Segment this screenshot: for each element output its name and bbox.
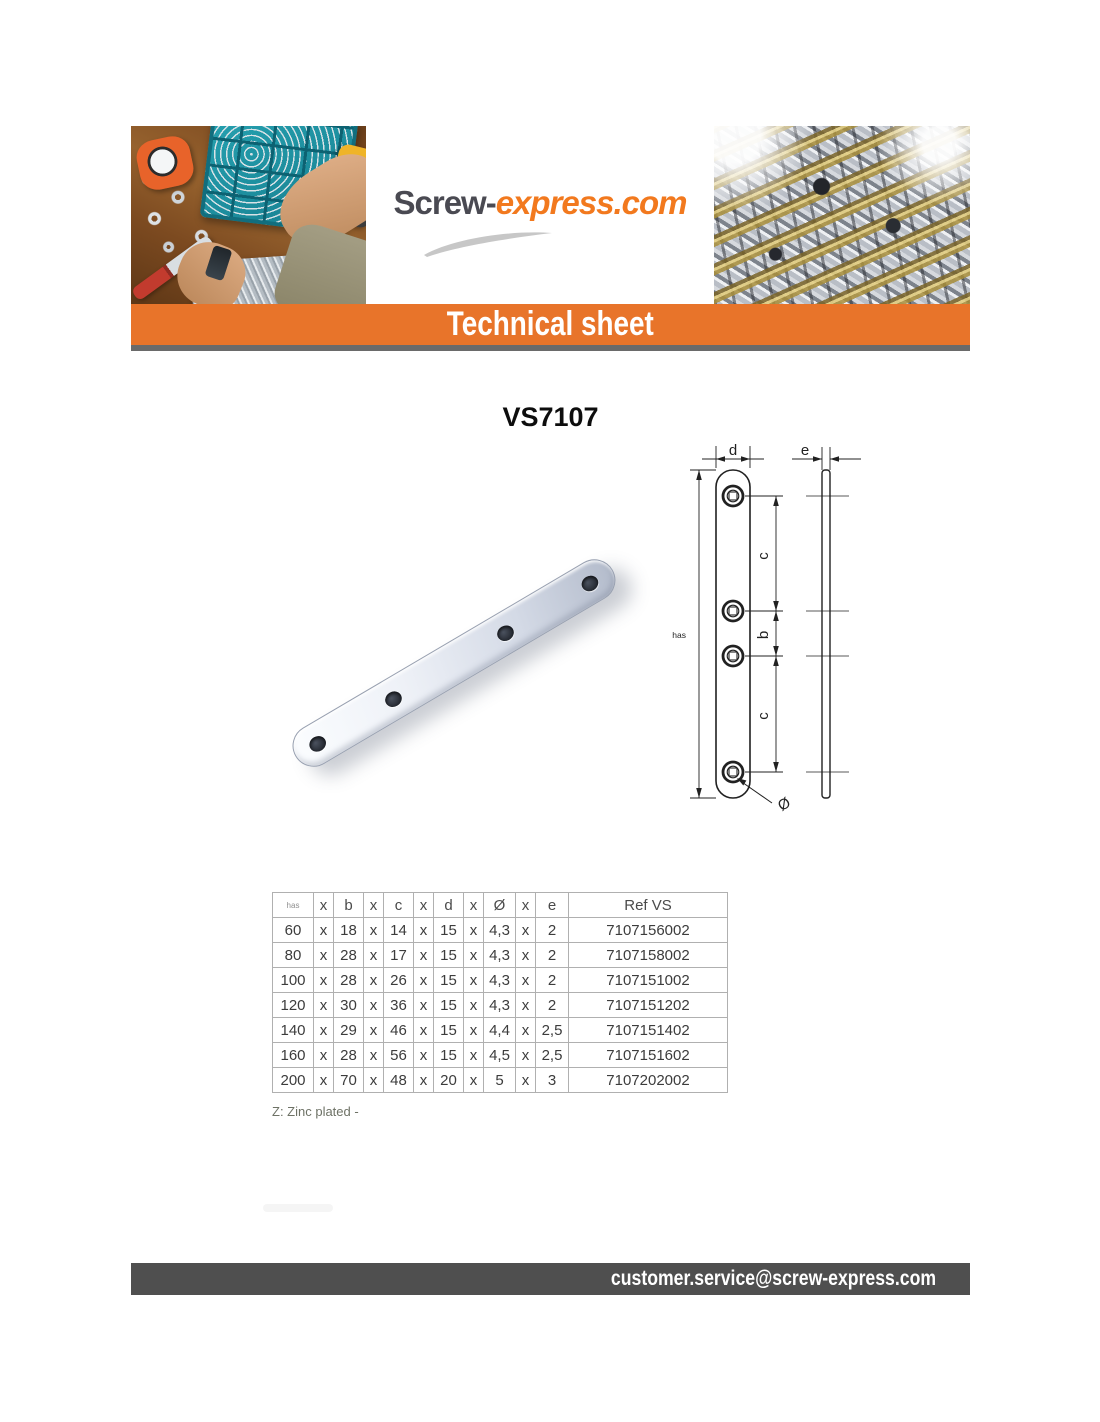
label-e: e xyxy=(800,442,810,459)
table-cell: x xyxy=(414,1043,434,1068)
label-d: d xyxy=(728,442,738,459)
table-cell: 7107202002 xyxy=(569,1068,728,1093)
table-cell: 28 xyxy=(334,968,364,993)
table-cell: 28 xyxy=(334,943,364,968)
table-cell: x xyxy=(364,993,384,1018)
table-cell: 120 xyxy=(273,993,314,1018)
col-header: c xyxy=(384,893,414,918)
table-cell: x xyxy=(464,1018,484,1043)
table-cell: 160 xyxy=(273,1043,314,1068)
table-cell: 7107158002 xyxy=(569,943,728,968)
table-cell: x xyxy=(414,1068,434,1093)
front-view-plate xyxy=(716,470,750,798)
footer-email: customer.service@screw-express.com xyxy=(610,1267,936,1290)
table-cell: 2 xyxy=(536,918,569,943)
table-cell: x xyxy=(414,918,434,943)
table-cell: x xyxy=(516,943,536,968)
table-cell: 7107156002 xyxy=(569,918,728,943)
faint-watermark xyxy=(263,1204,333,1212)
table-cell: 4,4 xyxy=(484,1018,516,1043)
table-cell: x xyxy=(464,918,484,943)
label-diameter: Ø xyxy=(774,794,794,815)
col-header: e xyxy=(536,893,569,918)
col-header: Ø xyxy=(484,893,516,918)
table-cell: 15 xyxy=(434,1018,464,1043)
col-header: x xyxy=(414,893,434,918)
table-cell: 7107151002 xyxy=(569,968,728,993)
table-cell: 2 xyxy=(536,943,569,968)
table-cell: 56 xyxy=(384,1043,414,1068)
table-cell: x xyxy=(464,993,484,1018)
table-cell: x xyxy=(516,1043,536,1068)
col-header: Ref VS xyxy=(569,893,728,918)
table-cell: 14 xyxy=(384,918,414,943)
table-cell: x xyxy=(464,943,484,968)
table-cell: 29 xyxy=(334,1018,364,1043)
logo-swoosh-icon xyxy=(420,228,560,258)
col-header: x xyxy=(464,893,484,918)
workbench-photo xyxy=(131,126,366,304)
col-header: d xyxy=(434,893,464,918)
table-cell: x xyxy=(464,1068,484,1093)
table-cell: x xyxy=(414,1018,434,1043)
table-cell: 18 xyxy=(334,918,364,943)
table-cell: 2 xyxy=(536,993,569,1018)
table-cell: 7107151602 xyxy=(569,1043,728,1068)
table-row xyxy=(273,1068,728,1093)
screw-pile-photo xyxy=(714,126,970,304)
table-cell: 4,3 xyxy=(484,968,516,993)
table-cell: x xyxy=(516,918,536,943)
table-cell: x xyxy=(314,943,334,968)
label-b: b xyxy=(755,630,772,640)
table-row xyxy=(273,1018,728,1043)
table-cell: 20 xyxy=(434,1068,464,1093)
side-view-plate xyxy=(822,470,830,798)
table-row xyxy=(273,993,728,1018)
table-cell: 60 xyxy=(273,918,314,943)
table-cell: 7107151202 xyxy=(569,993,728,1018)
table-cell: x xyxy=(464,968,484,993)
table-cell: 17 xyxy=(384,943,414,968)
label-c-bottom: c xyxy=(755,712,772,720)
spec-table xyxy=(272,892,728,1093)
table-cell: 140 xyxy=(273,1018,314,1043)
spec-table-wrap xyxy=(272,892,728,1093)
table-cell: 5 xyxy=(484,1068,516,1093)
plate-hole xyxy=(494,622,516,644)
table-cell: 15 xyxy=(434,968,464,993)
table-cell: x xyxy=(314,1043,334,1068)
page-title: VS7107 xyxy=(502,402,599,432)
table-cell: x xyxy=(314,993,334,1018)
brand-logo xyxy=(366,184,714,222)
banner-label: Technical sheet xyxy=(446,305,655,343)
logo-text-orange: express.com xyxy=(495,184,687,221)
banner-divider xyxy=(131,345,970,351)
table-cell: 200 xyxy=(273,1068,314,1093)
label-length: has xyxy=(672,630,686,640)
table-cell: x xyxy=(464,1043,484,1068)
technical-sheet-banner xyxy=(131,304,970,345)
table-cell: x xyxy=(364,1018,384,1043)
table-cell: 26 xyxy=(384,968,414,993)
table-cell: 4,3 xyxy=(484,943,516,968)
table-cell: 46 xyxy=(384,1018,414,1043)
col-header: x xyxy=(314,893,334,918)
table-cell: x xyxy=(516,968,536,993)
table-row xyxy=(273,1043,728,1068)
logo-text-dark: Screw- xyxy=(393,184,496,221)
table-cell: 80 xyxy=(273,943,314,968)
table-cell: x xyxy=(364,968,384,993)
spec-table-body xyxy=(273,918,728,1093)
table-cell: x xyxy=(364,918,384,943)
header-center xyxy=(366,126,714,304)
table-cell: x xyxy=(364,1068,384,1093)
table-cell: 70 xyxy=(334,1068,364,1093)
table-cell: x xyxy=(414,993,434,1018)
plate-hole xyxy=(307,733,329,755)
table-cell: 36 xyxy=(384,993,414,1018)
footer-bar xyxy=(131,1263,970,1295)
table-cell: 100 xyxy=(273,968,314,993)
table-cell: 2 xyxy=(536,968,569,993)
col-header: x xyxy=(364,893,384,918)
table-cell: 2,5 xyxy=(536,1043,569,1068)
table-row xyxy=(273,943,728,968)
plate-hole xyxy=(382,688,404,710)
table-cell: x xyxy=(364,1043,384,1068)
table-cell: x xyxy=(516,1018,536,1043)
table-cell: x xyxy=(314,918,334,943)
table-cell: x xyxy=(414,968,434,993)
table-cell: 7107151402 xyxy=(569,1018,728,1043)
flat-plate-image xyxy=(285,551,623,774)
product-photo xyxy=(276,545,632,780)
table-cell: 28 xyxy=(334,1043,364,1068)
table-cell: 4,5 xyxy=(484,1043,516,1068)
dimension-drawing xyxy=(650,430,980,820)
table-cell: 15 xyxy=(434,1043,464,1068)
table-cell: 48 xyxy=(384,1068,414,1093)
table-cell: x xyxy=(516,993,536,1018)
table-cell: x xyxy=(314,1018,334,1043)
table-row xyxy=(273,968,728,993)
table-cell: x xyxy=(364,943,384,968)
table-row xyxy=(273,918,728,943)
table-cell: 30 xyxy=(334,993,364,1018)
spec-table-head-row xyxy=(273,893,728,918)
zinc-plated-note: Z: Zinc plated - xyxy=(272,1104,359,1119)
table-cell: 2,5 xyxy=(536,1018,569,1043)
col-header: b xyxy=(334,893,364,918)
table-cell: x xyxy=(314,968,334,993)
table-cell: 4,3 xyxy=(484,993,516,1018)
table-cell: x xyxy=(516,1068,536,1093)
table-cell: 15 xyxy=(434,918,464,943)
col-header: x xyxy=(516,893,536,918)
table-cell: 4,3 xyxy=(484,918,516,943)
logo-text xyxy=(366,184,714,222)
dimension-length xyxy=(690,470,716,798)
col-header-has: has xyxy=(273,893,314,918)
table-cell: x xyxy=(414,943,434,968)
label-c-top: c xyxy=(755,552,772,560)
table-cell: 3 xyxy=(536,1068,569,1093)
table-cell: x xyxy=(314,1068,334,1093)
plate-hole xyxy=(579,572,601,594)
table-cell: 15 xyxy=(434,943,464,968)
table-cell: 15 xyxy=(434,993,464,1018)
